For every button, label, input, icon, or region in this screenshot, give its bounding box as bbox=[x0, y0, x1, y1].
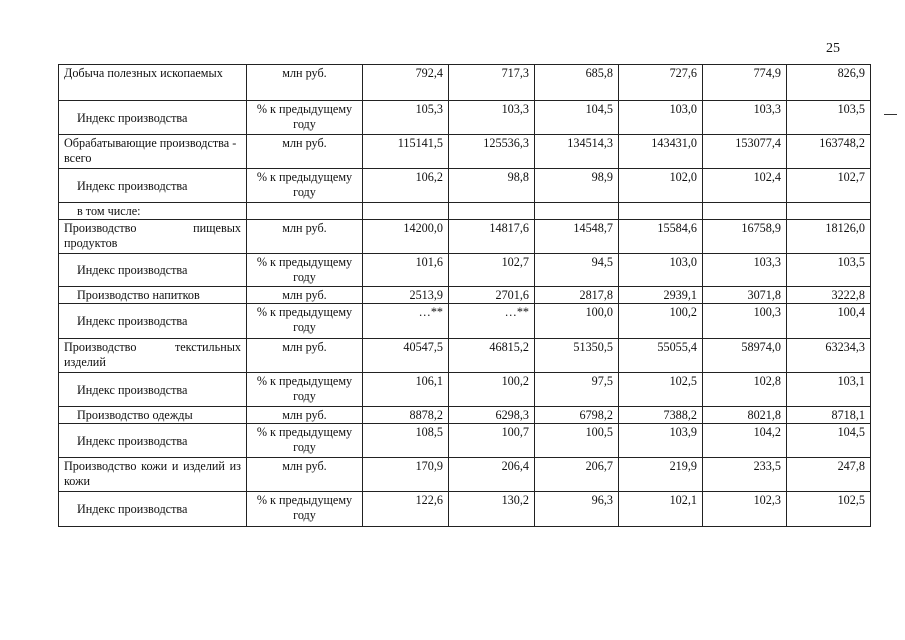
unit-cell: млн руб. bbox=[247, 407, 363, 424]
value-cell: 247,8 bbox=[787, 458, 871, 492]
unit-cell: % к предыдущему году bbox=[247, 424, 363, 458]
table-row bbox=[59, 203, 871, 220]
indicator-name: Производство кожи и изделий из кожи bbox=[59, 458, 247, 492]
value-cell: 14817,6 bbox=[449, 220, 535, 254]
value-cell: 103,3 bbox=[703, 254, 787, 287]
value-cell: 102,1 bbox=[619, 492, 703, 527]
table-row bbox=[59, 169, 871, 203]
page-number: 25 bbox=[826, 41, 840, 56]
value-cell bbox=[787, 203, 871, 220]
value-cell: 153077,4 bbox=[703, 135, 787, 169]
table-row bbox=[59, 407, 871, 424]
value-cell: 6798,2 bbox=[535, 407, 619, 424]
indicator-name: Индекс производства bbox=[59, 101, 247, 135]
value-cell: 774,9 bbox=[703, 65, 787, 101]
value-cell: 102,5 bbox=[619, 373, 703, 407]
value-cell: …** bbox=[449, 304, 535, 339]
indicator-name: Производство текстильных изделий bbox=[59, 339, 247, 373]
value-cell: 115141,5 bbox=[363, 135, 449, 169]
value-cell: 15584,6 bbox=[619, 220, 703, 254]
value-cell: 98,8 bbox=[449, 169, 535, 203]
value-cell: 105,3 bbox=[363, 101, 449, 135]
table-row bbox=[59, 424, 871, 458]
indicator-name: Индекс производства bbox=[59, 304, 247, 339]
table-row bbox=[59, 65, 871, 101]
indicator-name: Производство напитков bbox=[59, 287, 247, 304]
value-cell: 727,6 bbox=[619, 65, 703, 101]
indicator-name: Индекс производства bbox=[59, 254, 247, 287]
value-cell: 122,6 bbox=[363, 492, 449, 527]
value-cell: 100,2 bbox=[619, 304, 703, 339]
value-cell: 55055,4 bbox=[619, 339, 703, 373]
value-cell: 16758,9 bbox=[703, 220, 787, 254]
value-cell: 3071,8 bbox=[703, 287, 787, 304]
unit-cell: % к предыдущему году bbox=[247, 101, 363, 135]
value-cell: 3222,8 bbox=[787, 287, 871, 304]
indicator-name: Индекс производства bbox=[59, 373, 247, 407]
table-row bbox=[59, 101, 871, 135]
value-cell: 2817,8 bbox=[535, 287, 619, 304]
indicator-name: Обрабатывающие производства - всего bbox=[59, 135, 247, 169]
value-cell bbox=[703, 203, 787, 220]
table-row bbox=[59, 135, 871, 169]
value-cell: 106,2 bbox=[363, 169, 449, 203]
value-cell: 104,5 bbox=[787, 424, 871, 458]
value-cell: 134514,3 bbox=[535, 135, 619, 169]
value-cell: 206,7 bbox=[535, 458, 619, 492]
value-cell: 170,9 bbox=[363, 458, 449, 492]
value-cell: 102,3 bbox=[703, 492, 787, 527]
unit-cell: млн руб. bbox=[247, 220, 363, 254]
value-cell: 102,7 bbox=[449, 254, 535, 287]
indicator-name: в том числе: bbox=[59, 203, 247, 220]
value-cell: 103,1 bbox=[787, 373, 871, 407]
value-cell: 826,9 bbox=[787, 65, 871, 101]
table-row bbox=[59, 373, 871, 407]
value-cell bbox=[449, 203, 535, 220]
value-cell: 717,3 bbox=[449, 65, 535, 101]
value-cell: 2701,6 bbox=[449, 287, 535, 304]
value-cell: 101,6 bbox=[363, 254, 449, 287]
value-cell: 206,4 bbox=[449, 458, 535, 492]
value-cell: 219,9 bbox=[619, 458, 703, 492]
unit-cell: млн руб. bbox=[247, 458, 363, 492]
unit-cell: % к предыдущему году bbox=[247, 169, 363, 203]
value-cell: 102,8 bbox=[703, 373, 787, 407]
value-cell: 14200,0 bbox=[363, 220, 449, 254]
value-cell: 104,2 bbox=[703, 424, 787, 458]
unit-cell: млн руб. bbox=[247, 339, 363, 373]
value-cell: 100,7 bbox=[449, 424, 535, 458]
value-cell: 14548,7 bbox=[535, 220, 619, 254]
value-cell: 96,3 bbox=[535, 492, 619, 527]
value-cell: 2939,1 bbox=[619, 287, 703, 304]
value-cell: 100,4 bbox=[787, 304, 871, 339]
value-cell: 2513,9 bbox=[363, 287, 449, 304]
value-cell: 108,5 bbox=[363, 424, 449, 458]
value-cell: 685,8 bbox=[535, 65, 619, 101]
value-cell: 6298,3 bbox=[449, 407, 535, 424]
table-row bbox=[59, 458, 871, 492]
value-cell: 98,9 bbox=[535, 169, 619, 203]
table-row bbox=[59, 254, 871, 287]
value-cell: 46815,2 bbox=[449, 339, 535, 373]
value-cell: 7388,2 bbox=[619, 407, 703, 424]
indicator-name: Добыча полезных ископаемых bbox=[59, 65, 247, 101]
unit-cell: млн руб. bbox=[247, 135, 363, 169]
table-row bbox=[59, 287, 871, 304]
value-cell: 100,3 bbox=[703, 304, 787, 339]
indicator-name: Производство пищевых продуктов bbox=[59, 220, 247, 254]
value-cell: 104,5 bbox=[535, 101, 619, 135]
value-cell: 102,0 bbox=[619, 169, 703, 203]
value-cell: 130,2 bbox=[449, 492, 535, 527]
unit-cell bbox=[247, 203, 363, 220]
value-cell: 103,0 bbox=[619, 254, 703, 287]
table-row bbox=[59, 304, 871, 339]
indicator-name: Индекс производства bbox=[59, 492, 247, 527]
table-body bbox=[59, 65, 871, 527]
value-cell bbox=[363, 203, 449, 220]
value-cell: 18126,0 bbox=[787, 220, 871, 254]
value-cell: 51350,5 bbox=[535, 339, 619, 373]
unit-cell: % к предыдущему году bbox=[247, 304, 363, 339]
indicator-name: Индекс производства bbox=[59, 424, 247, 458]
unit-cell: млн руб. bbox=[247, 65, 363, 101]
unit-cell: млн руб. bbox=[247, 287, 363, 304]
value-cell: 102,5 bbox=[787, 492, 871, 527]
value-cell: 8878,2 bbox=[363, 407, 449, 424]
value-cell bbox=[619, 203, 703, 220]
value-cell: 40547,5 bbox=[363, 339, 449, 373]
value-cell: 8718,1 bbox=[787, 407, 871, 424]
value-cell: 100,5 bbox=[535, 424, 619, 458]
value-cell: 143431,0 bbox=[619, 135, 703, 169]
value-cell: 792,4 bbox=[363, 65, 449, 101]
value-cell: 94,5 bbox=[535, 254, 619, 287]
unit-cell: % к предыдущему году bbox=[247, 373, 363, 407]
value-cell: 103,3 bbox=[703, 101, 787, 135]
table-row bbox=[59, 220, 871, 254]
value-cell: 102,7 bbox=[787, 169, 871, 203]
unit-cell: % к предыдущему году bbox=[247, 254, 363, 287]
value-cell: 103,3 bbox=[449, 101, 535, 135]
value-cell: 125536,3 bbox=[449, 135, 535, 169]
value-cell: 100,2 bbox=[449, 373, 535, 407]
value-cell bbox=[535, 203, 619, 220]
value-cell: 233,5 bbox=[703, 458, 787, 492]
table-row bbox=[59, 492, 871, 527]
unit-cell: % к предыдущему году bbox=[247, 492, 363, 527]
value-cell: 58974,0 bbox=[703, 339, 787, 373]
indicator-name: Производство одежды bbox=[59, 407, 247, 424]
margin-mark bbox=[884, 114, 897, 115]
production-table bbox=[58, 64, 871, 527]
value-cell: 63234,3 bbox=[787, 339, 871, 373]
value-cell: 102,4 bbox=[703, 169, 787, 203]
value-cell: …** bbox=[363, 304, 449, 339]
value-cell: 100,0 bbox=[535, 304, 619, 339]
value-cell: 8021,8 bbox=[703, 407, 787, 424]
value-cell: 103,5 bbox=[787, 254, 871, 287]
value-cell: 106,1 bbox=[363, 373, 449, 407]
value-cell: 103,0 bbox=[619, 101, 703, 135]
value-cell: 103,9 bbox=[619, 424, 703, 458]
value-cell: 97,5 bbox=[535, 373, 619, 407]
value-cell: 103,5 bbox=[787, 101, 871, 135]
table-row bbox=[59, 339, 871, 373]
indicator-name: Индекс производства bbox=[59, 169, 247, 203]
value-cell: 163748,2 bbox=[787, 135, 871, 169]
